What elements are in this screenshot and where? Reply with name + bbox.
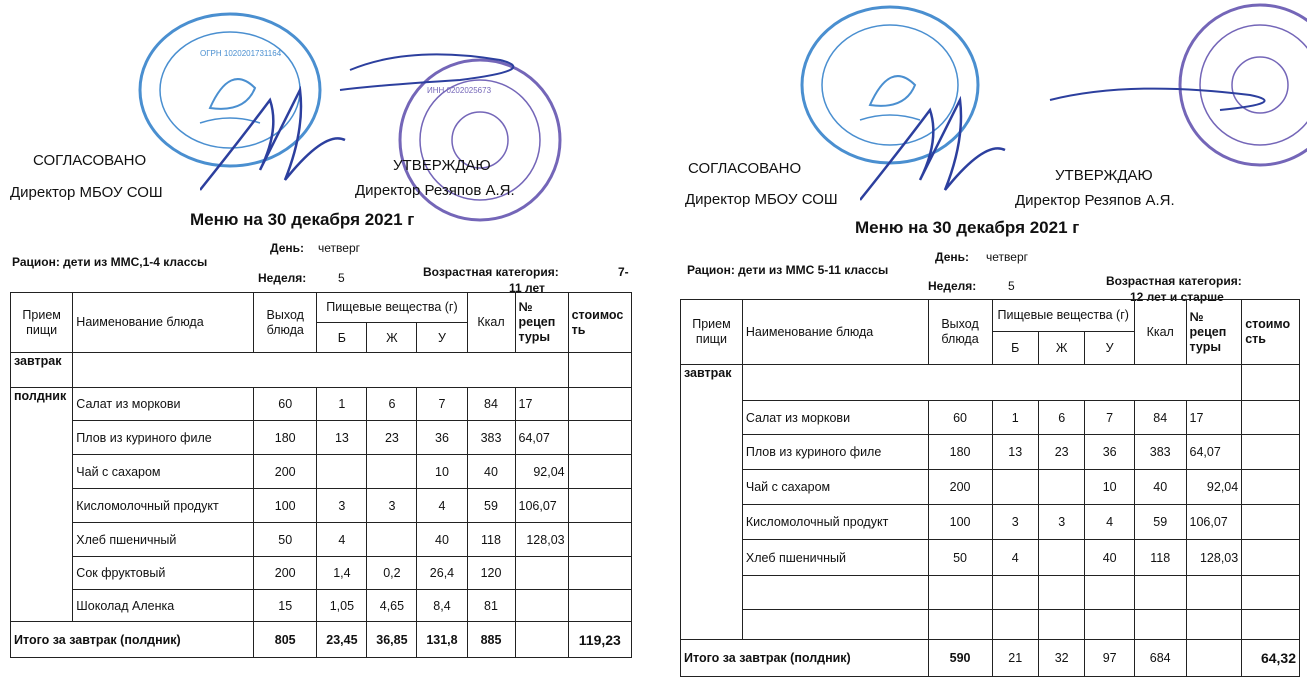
table-row xyxy=(11,590,632,622)
cost-value xyxy=(1242,576,1300,610)
table-row xyxy=(11,523,632,557)
meal-cell: полдник xyxy=(11,388,73,622)
dish-name: Хлеб пшеничный xyxy=(742,540,928,576)
total-zh: 36,85 xyxy=(367,622,417,658)
col-u: У xyxy=(417,323,467,353)
week-label: Неделя: xyxy=(258,271,307,285)
zh-value xyxy=(1038,540,1084,576)
total-recipe xyxy=(515,622,568,658)
cost-value xyxy=(568,421,631,455)
col-b: Б xyxy=(317,323,367,353)
b-value: 4 xyxy=(992,540,1038,576)
recipe-value: 92,04 xyxy=(515,455,568,489)
page-title: Меню на 30 декабря 2021 г xyxy=(190,210,415,229)
yield-value: 50 xyxy=(928,540,992,576)
zh-value xyxy=(1038,610,1084,640)
yield-value: 200 xyxy=(254,557,317,590)
confirm-by: Директор Резяпов А.Я. xyxy=(1015,192,1175,209)
dish-name: Чай с сахаром xyxy=(73,455,254,489)
recipe-value: 128,03 xyxy=(1186,540,1242,576)
recipe-value: 128,03 xyxy=(515,523,568,557)
dish-name: Кисломолочный продукт xyxy=(73,489,254,523)
ration-label: Рацион: дети из ММС,1-4 классы xyxy=(12,255,208,269)
day-label: День: xyxy=(270,241,304,255)
yield-value: 15 xyxy=(254,590,317,622)
u-value xyxy=(1085,610,1135,640)
dish-name: Хлеб пшеничный xyxy=(73,523,254,557)
cost-value xyxy=(568,455,631,489)
cost-value xyxy=(568,489,631,523)
zh-value xyxy=(367,523,417,557)
age-value-b: 11 лет xyxy=(509,281,545,295)
yield-value: 180 xyxy=(254,421,317,455)
table-row xyxy=(681,365,1300,401)
kcal-value: 81 xyxy=(467,590,515,622)
kcal-value: 40 xyxy=(467,455,515,489)
col-u: У xyxy=(1085,332,1135,365)
u-value: 7 xyxy=(417,388,467,421)
total-recipe xyxy=(1186,640,1242,677)
yield-value: 60 xyxy=(928,401,992,435)
col-kcal: Ккал xyxy=(1134,300,1186,365)
approved-by: Директор МБОУ СОШ xyxy=(10,184,163,201)
confirm-label: УТВЕРЖДАЮ xyxy=(393,157,491,174)
age-value-a: 7- xyxy=(618,265,629,279)
approved-label: СОГЛАСОВАНО xyxy=(688,160,802,177)
b-value: 1,05 xyxy=(317,590,367,622)
cost-value xyxy=(568,523,631,557)
b-value: 4 xyxy=(317,523,367,557)
table-row xyxy=(11,489,632,523)
ration-label: Рацион: дети из ММС 5-11 классы xyxy=(687,263,889,277)
b-value: 13 xyxy=(317,421,367,455)
kcal-value: 383 xyxy=(1134,435,1186,470)
total-yield: 590 xyxy=(928,640,992,677)
col-cost: стоимос ть xyxy=(568,293,631,353)
b-value xyxy=(992,470,1038,505)
yield-value: 200 xyxy=(254,455,317,489)
kcal-value: 40 xyxy=(1134,470,1186,505)
col-kcal: Ккал xyxy=(467,293,515,353)
col-recipe: № рецеп туры xyxy=(1186,300,1242,365)
week-label: Неделя: xyxy=(928,279,977,293)
week-value: 5 xyxy=(338,271,345,285)
zh-value xyxy=(367,455,417,489)
recipe-value xyxy=(515,557,568,590)
yield-value xyxy=(928,576,992,610)
table-row xyxy=(681,470,1300,505)
recipe-value: 92,04 xyxy=(1186,470,1242,505)
cost-value xyxy=(1242,470,1300,505)
cost-value xyxy=(568,590,631,622)
meal-cell: завтрак xyxy=(11,353,73,388)
total-zh: 32 xyxy=(1038,640,1084,677)
b-value: 13 xyxy=(992,435,1038,470)
total-u: 97 xyxy=(1085,640,1135,677)
b-value: 1 xyxy=(992,401,1038,435)
col-yield: Выход блюда xyxy=(928,300,992,365)
page-title: Меню на 30 декабря 2021 г xyxy=(855,218,1080,237)
table-row xyxy=(681,435,1300,470)
dish-name: Кисломолочный продукт xyxy=(742,505,928,540)
age-label: Возрастная категория: xyxy=(1106,274,1242,288)
yield-value: 100 xyxy=(254,489,317,523)
recipe-value: 106,07 xyxy=(1186,505,1242,540)
col-nutrients: Пищевые вещества (г) xyxy=(992,300,1134,332)
menu-page-left xyxy=(0,0,650,683)
u-value: 40 xyxy=(417,523,467,557)
table-row xyxy=(11,557,632,590)
cost-value xyxy=(1242,435,1300,470)
u-value: 26,4 xyxy=(417,557,467,590)
col-cost: стоимо сть xyxy=(1242,300,1300,365)
kcal-value: 84 xyxy=(1134,401,1186,435)
total-kcal: 885 xyxy=(467,622,515,658)
dish-name: Шоколад Аленка xyxy=(73,590,254,622)
recipe-value: 64,07 xyxy=(515,421,568,455)
col-recipe: № рецеп туры xyxy=(515,293,568,353)
kcal-value xyxy=(1134,576,1186,610)
u-value: 7 xyxy=(1085,401,1135,435)
table-row xyxy=(681,401,1300,435)
total-yield: 805 xyxy=(254,622,317,658)
u-value: 4 xyxy=(417,489,467,523)
table-row xyxy=(681,576,1300,610)
confirm-by: Директор Резяпов А.Я. xyxy=(355,182,515,199)
total-u: 131,8 xyxy=(417,622,467,658)
signature xyxy=(860,60,1300,210)
col-zh: Ж xyxy=(367,323,417,353)
cost-value xyxy=(1242,610,1300,640)
total-cost: 64,32 xyxy=(1242,640,1300,677)
total-cost: 119,23 xyxy=(568,622,631,658)
col-yield: Выход блюда xyxy=(254,293,317,353)
recipe-value: 64,07 xyxy=(1186,435,1242,470)
dish-name: Салат из моркови xyxy=(742,401,928,435)
cost-value xyxy=(1242,540,1300,576)
approved-label: СОГЛАСОВАНО xyxy=(33,152,147,169)
col-zh: Ж xyxy=(1038,332,1084,365)
u-value: 36 xyxy=(417,421,467,455)
age-label: Возрастная категория: xyxy=(423,265,559,279)
zh-value: 3 xyxy=(1038,505,1084,540)
day-label: День: xyxy=(935,250,969,264)
col-meal: Прием пищи xyxy=(681,300,743,365)
yield-value: 200 xyxy=(928,470,992,505)
day-value: четверг xyxy=(986,250,1028,264)
kcal-value: 118 xyxy=(467,523,515,557)
yield-value xyxy=(928,610,992,640)
recipe-value xyxy=(1186,610,1242,640)
b-value xyxy=(992,576,1038,610)
recipe-value xyxy=(1186,576,1242,610)
recipe-value: 17 xyxy=(515,388,568,421)
confirm-label: УТВЕРЖДАЮ xyxy=(1055,167,1153,184)
cost-value xyxy=(1242,505,1300,540)
col-dish: Наименование блюда xyxy=(742,300,928,365)
b-value: 1 xyxy=(317,388,367,421)
round-seal-text: ОГРН 1020201731164 xyxy=(200,49,282,58)
col-nutrients: Пищевые вещества (г) xyxy=(317,293,467,323)
menu-page-right xyxy=(660,0,1307,683)
cost-value xyxy=(568,388,631,421)
age-value: 12 лет и старше xyxy=(1130,290,1224,304)
recipe-value xyxy=(515,590,568,622)
total-label: Итого за завтрак (полдник) xyxy=(11,622,254,658)
approved-by: Директор МБОУ СОШ xyxy=(685,191,838,208)
b-value xyxy=(992,610,1038,640)
yield-value: 50 xyxy=(254,523,317,557)
zh-value: 3 xyxy=(367,489,417,523)
menu-table-right xyxy=(680,299,1300,677)
cost-value xyxy=(568,557,631,590)
table-row xyxy=(11,421,632,455)
col-meal: Прием пищи xyxy=(11,293,73,353)
dish-name xyxy=(742,610,928,640)
kcal-value: 59 xyxy=(467,489,515,523)
b-value: 3 xyxy=(317,489,367,523)
zh-value: 23 xyxy=(1038,435,1084,470)
u-value: 40 xyxy=(1085,540,1135,576)
kcal-value: 120 xyxy=(467,557,515,590)
kcal-value: 84 xyxy=(467,388,515,421)
meal-cell: завтрак xyxy=(681,365,743,640)
total-row xyxy=(11,622,632,658)
zh-value: 23 xyxy=(367,421,417,455)
total-row xyxy=(681,640,1300,677)
u-value: 36 xyxy=(1085,435,1135,470)
zh-value: 6 xyxy=(1038,401,1084,435)
cost-value xyxy=(1242,401,1300,435)
kcal-value: 118 xyxy=(1134,540,1186,576)
yield-value: 100 xyxy=(928,505,992,540)
total-kcal: 684 xyxy=(1134,640,1186,677)
b-value: 1,4 xyxy=(317,557,367,590)
table-row xyxy=(681,505,1300,540)
u-value: 8,4 xyxy=(417,590,467,622)
kcal-value xyxy=(1134,610,1186,640)
dish-name: Плов из куриного филе xyxy=(742,435,928,470)
yield-value: 180 xyxy=(928,435,992,470)
zh-value: 0,2 xyxy=(367,557,417,590)
day-value: четверг xyxy=(318,241,360,255)
zh-value: 4,65 xyxy=(367,590,417,622)
recipe-value: 17 xyxy=(1186,401,1242,435)
week-value: 5 xyxy=(1008,279,1015,293)
dish-name: Сок фруктовый xyxy=(73,557,254,590)
b-value xyxy=(317,455,367,489)
b-value: 3 xyxy=(992,505,1038,540)
zh-value xyxy=(1038,470,1084,505)
total-label: Итого за завтрак (полдник) xyxy=(681,640,929,677)
kcal-value: 59 xyxy=(1134,505,1186,540)
col-b: Б xyxy=(992,332,1038,365)
yield-value: 60 xyxy=(254,388,317,421)
dish-name: Салат из моркови xyxy=(73,388,254,421)
total-b: 21 xyxy=(992,640,1038,677)
u-value: 10 xyxy=(417,455,467,489)
kcal-value: 383 xyxy=(467,421,515,455)
dish-name: Чай с сахаром xyxy=(742,470,928,505)
u-value: 4 xyxy=(1085,505,1135,540)
dish-name: Плов из куриного филе xyxy=(73,421,254,455)
table-row xyxy=(11,353,632,388)
table-row xyxy=(11,388,632,421)
u-value xyxy=(1085,576,1135,610)
table-row xyxy=(11,455,632,489)
inn-seal-text: ИНН 0202025673 xyxy=(427,86,492,95)
table-row xyxy=(681,610,1300,640)
zh-value xyxy=(1038,576,1084,610)
dish-name xyxy=(742,576,928,610)
zh-value: 6 xyxy=(367,388,417,421)
u-value: 10 xyxy=(1085,470,1135,505)
col-dish: Наименование блюда xyxy=(73,293,254,353)
table-row xyxy=(681,540,1300,576)
total-b: 23,45 xyxy=(317,622,367,658)
menu-table-left xyxy=(10,292,632,658)
recipe-value: 106,07 xyxy=(515,489,568,523)
